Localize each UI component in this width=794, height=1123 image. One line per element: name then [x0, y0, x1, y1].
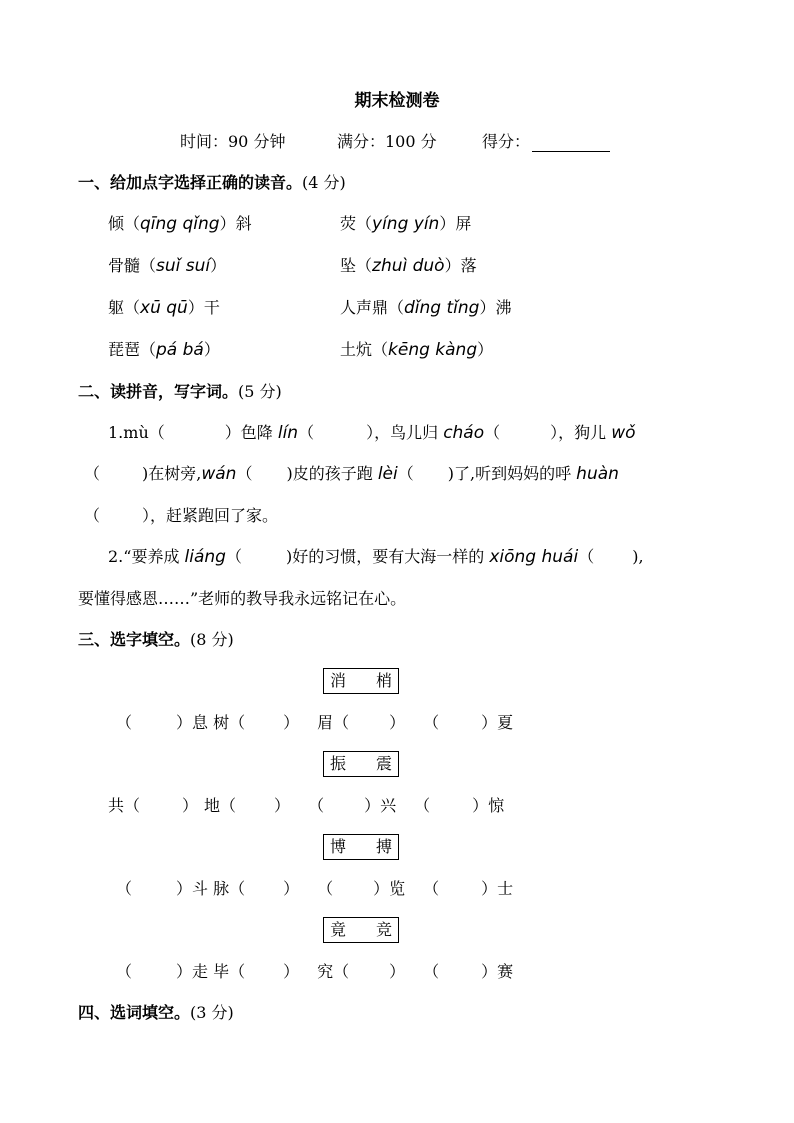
section-1-heading: 一、给加点字选择正确的读音。(4 分): [78, 173, 346, 192]
time-info: 时间：90 分钟: [180, 132, 286, 151]
section-3-heading: 三、选字填空。(8 分): [78, 630, 234, 649]
fill-row: （ ）息 树（ ） 眉（ ） （ ）夏: [116, 713, 514, 732]
fill-row: 共（ ） 地（ ） （ ）兴 （ ）惊: [108, 796, 505, 815]
fill-row: （ ）走 毕（ ） 究（ ） （ ）赛: [116, 962, 514, 981]
section-2-heading: 二、读拼音，写字词。(5 分): [78, 382, 282, 401]
char-choice-box: 振 震: [323, 751, 399, 777]
pinyin-choice-item[interactable]: 坠（zhuì duò）落: [340, 256, 477, 276]
pinyin-choice-item[interactable]: 躯（xū qū）干: [108, 298, 220, 318]
q2-1-line-1: 1.mù（ ）色降 lín（ ），鸟儿归 cháo（ ），狗儿 wǒ: [108, 423, 636, 443]
q2-2-line-1: 2.“要养成 liáng（ )好的习惯，要有大海一样的 xiōng huái（ ),: [108, 547, 644, 567]
page-title: 期末检测卷: [354, 91, 440, 111]
score-blank[interactable]: [532, 135, 610, 152]
q2-2-line-2: 要懂得感恩……”老师的教导我永远铭记在心。: [78, 589, 407, 608]
score-label: 得分：: [482, 132, 531, 151]
fill-row: （ ）斗 脉（ ） （ ）览 （ ）士: [116, 879, 514, 898]
score-field[interactable]: [482, 129, 610, 152]
pinyin-choice-item[interactable]: 荧（yíng yín）屏: [340, 214, 472, 234]
full-score-info: 满分：100 分: [337, 132, 437, 151]
pinyin-choice-item[interactable]: 倾（qīng qǐng）斜: [108, 214, 252, 234]
pinyin-choice-item[interactable]: 土炕（kēng kàng）: [340, 340, 494, 360]
q2-1-line-3: （ ），赶紧跑回了家。: [84, 506, 279, 525]
char-choice-box: 竟 竞: [323, 917, 399, 943]
pinyin-choice-item[interactable]: 人声鼎（dǐng tǐng）沸: [340, 298, 512, 318]
pinyin-choice-item[interactable]: 琵琶（pá bá）: [108, 340, 220, 360]
q2-1-line-2: （ )在树旁,wán（ )皮的孩子跑 lèi（ )了,听到妈妈的呼 huàn: [84, 464, 619, 484]
char-choice-box: 博 搏: [323, 834, 399, 860]
section-4-heading: 四、选词填空。(3 分): [78, 1003, 234, 1022]
char-choice-box: 消 梢: [323, 668, 399, 694]
pinyin-choice-item[interactable]: 骨髓（suǐ suí）: [108, 256, 227, 276]
